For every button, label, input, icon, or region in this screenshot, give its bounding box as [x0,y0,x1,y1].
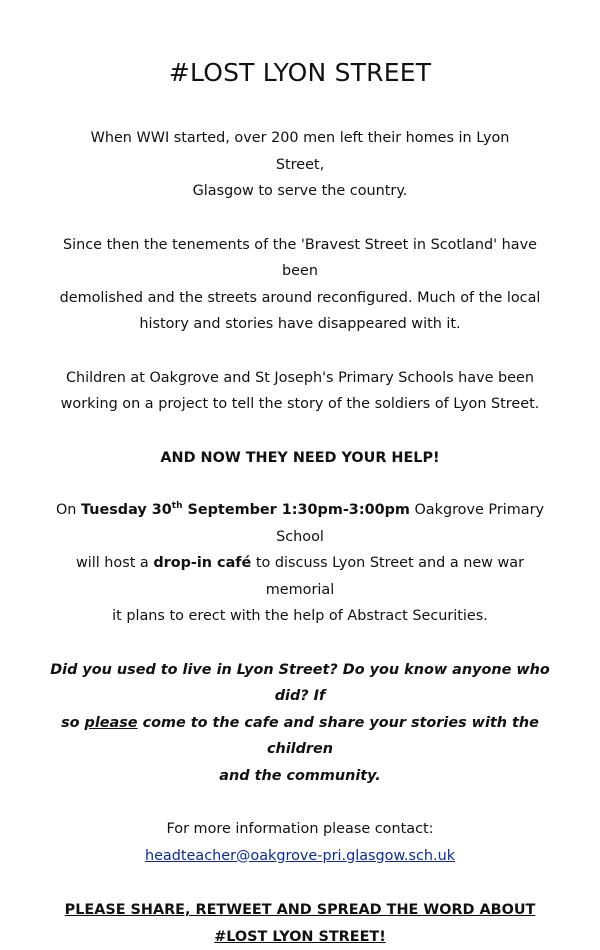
appeal-so: so [61,715,84,731]
project-line-2: working on a project to tell the story of the soldiers of Lyon Street. [60,391,540,418]
history-line-2: demolished and the streets around reconfigured. Much of the local [50,285,550,312]
intro-paragraph [65,125,535,205]
event-day: Tuesday 30 [81,502,172,518]
event-dropin: drop-in café [153,555,251,571]
event-paragraph [50,497,550,630]
event-ordinal: th [172,501,183,511]
share-line-2: #LOST LYON STREET! [60,924,540,950]
appeal-paragraph [50,657,550,790]
appeal-line-3: and the community. [50,763,550,790]
contact-paragraph [50,816,550,869]
contact-label: For more information please contact: [50,816,550,843]
history-line-1: Since then the tenements of the 'Bravest Street in Scotland' have been [50,232,550,285]
history-paragraph [50,232,550,338]
project-line-1: Children at Oakgrove and St Joseph's Primary Schools have been [60,365,540,392]
history-line-3: history and stories have disappeared with it. [50,311,550,338]
call-to-action-heading: AND NOW THEY NEED YOUR HELP! [50,445,550,472]
event-discuss: to discuss Lyon Street and a new war memorial [251,555,524,598]
contact-email-line [50,843,550,870]
intro-line-1: When WWI started, over 200 men left their homes in Lyon Street, [65,125,535,178]
appeal-rest: come to the cafe and share your stories with the children [138,715,539,758]
contact-email-link[interactable]: headteacher@oakgrove-pri.glasgow.sch.uk [145,848,455,864]
event-on: On [56,502,81,518]
event-host: Oakgrove Primary School [276,502,544,545]
appeal-please: please [85,715,138,731]
event-date-time: September 1:30pm-3:00pm [183,502,410,518]
intro-line-2: Glasgow to serve the country. [65,178,535,205]
page-title: #LOST LYON STREET [0,58,600,87]
share-line-1: PLEASE SHARE, RETWEET AND SPREAD THE WORD ABOUT [60,897,540,924]
appeal-line-1: Did you used to live in Lyon Street? Do you know anyone who did? If [50,657,550,710]
event-line-3: it plans to erect with the help of Abstract Securities. [50,603,550,630]
appeal-line-2 [50,710,550,763]
event-line-2 [50,550,550,603]
share-heading [60,897,540,950]
event-will-host: will host a [76,555,153,571]
event-line-1 [50,497,550,550]
project-paragraph [60,365,540,418]
